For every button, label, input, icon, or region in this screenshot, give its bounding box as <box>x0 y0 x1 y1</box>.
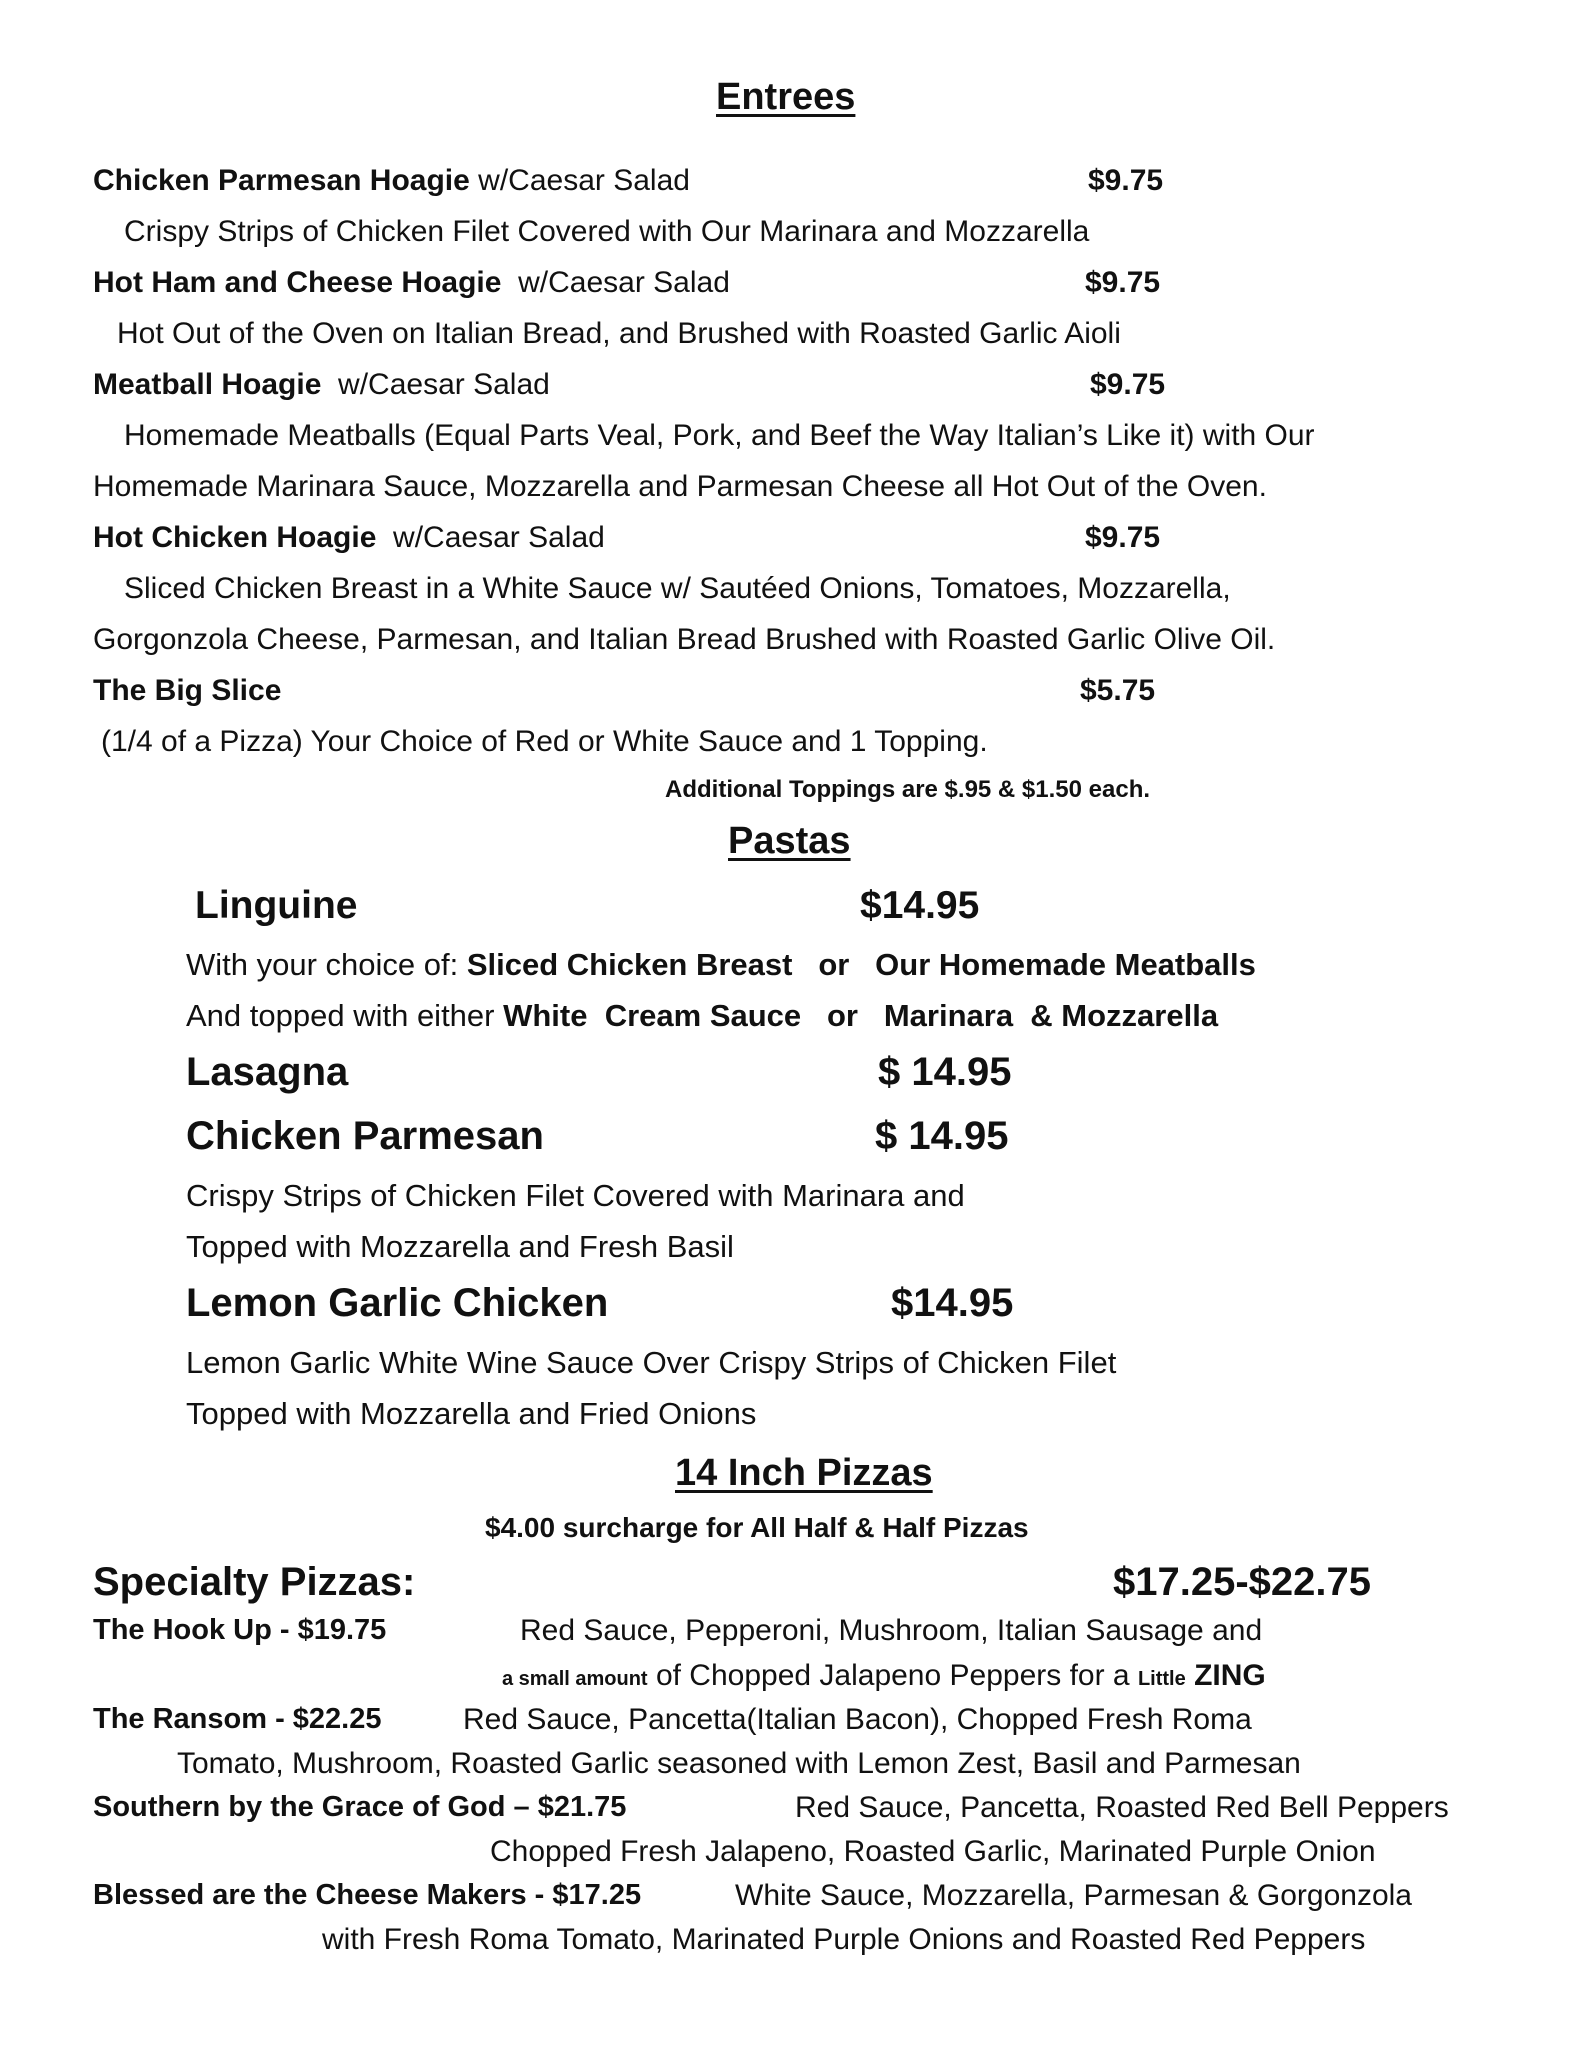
entree-name: Hot Chicken Hoagie <box>93 521 377 554</box>
option: Our Homemade Meatballs <box>875 947 1256 982</box>
entree-item-meatball-hoagie <box>93 368 550 402</box>
entree-price: $9.75 <box>1088 164 1164 197</box>
linguine-options-sauce <box>186 998 1218 1034</box>
entree-suffix: w/Caesar Salad <box>321 368 550 401</box>
zing-text: ZING <box>1185 1659 1266 1692</box>
entree-price: $9.75 <box>1085 266 1161 299</box>
entree-item-hot-chicken-hoagie <box>93 521 605 555</box>
small-print: Little <box>1137 1668 1186 1690</box>
entree-description: Homemade Marinara Sauce, Mozzarella and Parmesan Cheese all Hot Out of the Oven. <box>93 470 1267 503</box>
pizza-name-ransom: The Ransom - $22.25 <box>93 1703 382 1735</box>
pizza-description <box>502 1659 1266 1693</box>
linguine-options-protein <box>186 947 1256 983</box>
pasta-description: Crispy Strips of Chicken Filet Covered with Marinara and <box>186 1178 965 1213</box>
pasta-price: $ 14.95 <box>878 1050 1012 1094</box>
entree-description: Sliced Chicken Breast in a White Sauce w/ Sautéed Onions, Tomatoes, Mozzarella, <box>124 572 1231 605</box>
entree-name: Hot Ham and Cheese Hoagie <box>93 266 502 299</box>
pasta-description: Lemon Garlic White Wine Sauce Over Crispy Strips of Chicken Filet <box>186 1345 1117 1380</box>
pasta-description: Topped with Mozzarella and Fried Onions <box>186 1396 757 1431</box>
entree-suffix: w/Caesar Salad <box>501 266 730 299</box>
pizza-description: Tomato, Mushroom, Roasted Garlic seasoned with Lemon Zest, Basil and Parmesan <box>177 1747 1301 1780</box>
entrees-heading: Entrees <box>716 76 856 118</box>
entree-description: Hot Out of the Oven on Italian Bread, and Brushed with Roasted Garlic Aioli <box>117 317 1121 350</box>
entree-price: $9.75 <box>1090 368 1166 401</box>
desc-text: of Chopped Jalapeno Peppers for a <box>647 1659 1138 1692</box>
pasta-name-linguine: Linguine <box>195 884 358 927</box>
small-print: a small amount <box>502 1668 648 1690</box>
pasta-name-lemon-garlic-chicken: Lemon Garlic Chicken <box>186 1281 609 1325</box>
entree-description: Homemade Meatballs (Equal Parts Veal, Pork, and Beef the Way Italian’s Like it) with Our <box>124 419 1315 452</box>
pizza-name-southern: Southern by the Grace of God – $21.75 <box>93 1791 627 1823</box>
entree-price: $5.75 <box>1080 674 1156 707</box>
entree-description: (1/4 of a Pizza) Your Choice of Red or White Sauce and 1 Topping. <box>101 725 988 758</box>
option-or: or <box>792 947 876 982</box>
entree-item-hot-ham-and-cheese-hoagie <box>93 266 730 300</box>
option: Sliced Chicken Breast <box>466 947 793 982</box>
specialty-pizzas-label: Specialty Pizzas: <box>93 1560 416 1604</box>
entree-suffix: w/Caesar Salad <box>376 521 605 554</box>
option: White Cream Sauce <box>503 998 802 1033</box>
entree-name: Meatball Hoagie <box>93 368 322 401</box>
pizza-description: Chopped Fresh Jalapeno, Roasted Garlic, Marinated Purple Onion <box>490 1835 1376 1868</box>
entree-item-chicken-parmesan-hoagie <box>93 164 690 198</box>
pizza-description: Red Sauce, Pancetta(Italian Bacon), Chopped Fresh Roma <box>463 1703 1252 1736</box>
entree-price: $9.75 <box>1085 521 1161 554</box>
specialty-price-range: $17.25-$22.75 <box>1113 1560 1372 1604</box>
pizza-description: Red Sauce, Pancetta, Roasted Red Bell Peppers <box>795 1791 1449 1824</box>
pasta-description: Topped with Mozzarella and Fresh Basil <box>186 1229 734 1264</box>
pizza-name-blessed: Blessed are the Cheese Makers - $17.25 <box>93 1879 642 1911</box>
pizza-description: Red Sauce, Pepperoni, Mushroom, Italian Sausage and <box>520 1614 1263 1647</box>
pizza-name-hook-up: The Hook Up - $19.75 <box>93 1614 387 1646</box>
entree-description: Gorgonzola Cheese, Parmesan, and Italian Bread Brushed with Roasted Garlic Olive Oil. <box>93 623 1276 656</box>
half-half-surcharge: $4.00 surcharge for All Half & Half Pizzas <box>485 1512 1029 1543</box>
entree-suffix: w/Caesar Salad <box>469 164 690 197</box>
entree-name: Chicken Parmesan Hoagie <box>93 164 470 197</box>
option-or: or <box>801 998 884 1033</box>
toppings-note: Additional Toppings are $.95 & $1.50 each. <box>665 776 1151 803</box>
entree-description: Crispy Strips of Chicken Filet Covered with Our Marinara and Mozzarella <box>124 215 1090 248</box>
pizza-description: White Sauce, Mozzarella, Parmesan & Gorgonzola <box>735 1879 1412 1912</box>
pizzas-heading: 14 Inch Pizzas <box>675 1452 933 1494</box>
pasta-price: $ 14.95 <box>875 1114 1009 1158</box>
pasta-name-chicken-parmesan: Chicken Parmesan <box>186 1114 544 1158</box>
pastas-heading: Pastas <box>728 820 851 862</box>
pizza-description: with Fresh Roma Tomato, Marinated Purple Onions and Roasted Red Peppers <box>322 1923 1366 1956</box>
option-prefix: With your choice of: <box>186 947 467 982</box>
pasta-price: $14.95 <box>891 1281 1014 1325</box>
pasta-price: $14.95 <box>860 884 980 927</box>
pasta-name-lasagna: Lasagna <box>186 1050 349 1094</box>
option-prefix: And topped with either <box>186 998 504 1033</box>
entree-name-big-slice: The Big Slice <box>93 674 282 707</box>
option: Marinara & Mozzarella <box>883 998 1219 1033</box>
